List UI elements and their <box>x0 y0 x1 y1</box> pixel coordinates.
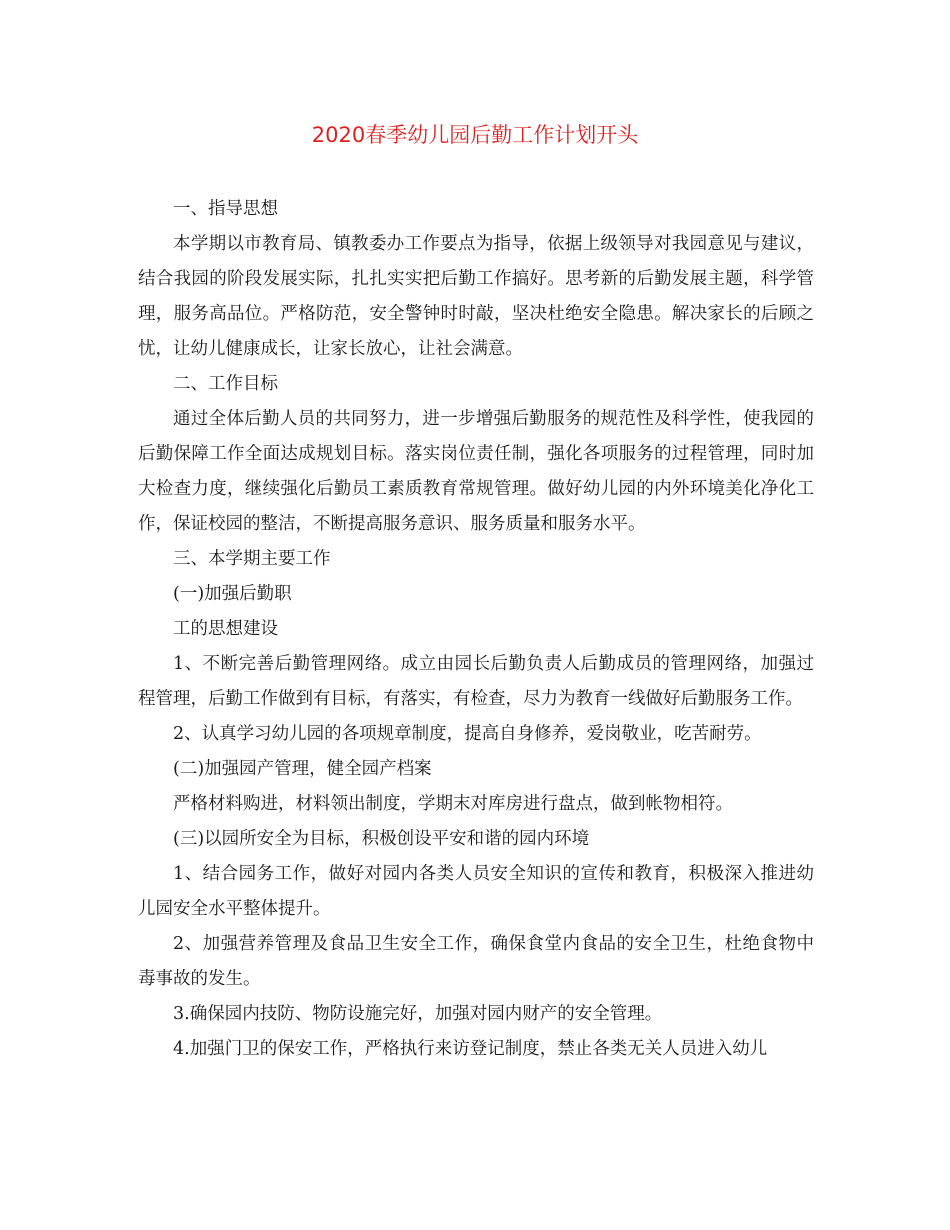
document-title: 2020春季幼儿园后勤工作计划开头 <box>311 123 639 147</box>
section-heading-main-work: 三、本学期主要工作 <box>173 549 331 569</box>
paragraph-work-goals: 通过全体后勤人员的共同努力，进一步增强后勤服务的规范性及科学性，使我园的后勤保障工作全面达成规划目标。落实岗位责任制，强化各项服务的过程管理，同时加大检查力度，继续强化后勤员工素质教育常规管理。做好幼儿园的内外环境美化净化工作，保证校园的整洁，不断提高服务意识、服务质量和服务水平。 <box>138 409 814 534</box>
paragraph-item-3-4: 4.加强门卫的保安工作，严格执行来访登记制度，禁止各类无关人员进入幼儿 <box>173 1039 768 1059</box>
paragraph-item-3-1: 1、结合园务工作，做好对园内各类人员安全知识的宣传和教育，积极深入推进幼儿园安全水平整体提升。 <box>138 864 814 919</box>
section-heading-work-goals: 二、工作目标 <box>173 374 278 394</box>
paragraph-item-1-2: 2、认真学习幼儿园的各项规章制度，提高自身修养，爱岗敬业，吃苦耐劳。 <box>173 724 762 744</box>
subsection-heading-2: (二)加强园产管理，健全园产档案 <box>173 759 432 779</box>
paragraph-item-3-2: 2、加强营养管理及食品卫生安全工作，确保食堂内食品的安全卫生，杜绝食物中毒事故的发生。 <box>138 934 814 989</box>
subsection-heading-1-continued: 工的思想建设 <box>173 619 278 639</box>
paragraph-item-1-1: 1、不断完善后勤管理网络。成立由园长后勤负责人后勤成员的管理网络，加强过程管理，后勤工作做到有目标，有落实，有检查，尽力为教育一线做好后勤服务工作。 <box>138 654 814 709</box>
paragraph-item-3-3: 3.确保园内技防、物防设施完好，加强对园内财产的安全管理。 <box>173 1004 663 1024</box>
document-body <box>138 192 814 1067</box>
paragraph-guiding-ideology: 本学期以市教育局、镇教委办工作要点为指导，依据上级领导对我园意见与建议，结合我园的阶段发展实际，扎扎实实把后勤工作搞好。思考新的后勤发展主题，科学管理，服务高品位。严格防范，安全警钟时时敲，坚决杜绝安全隐患。解决家长的后顾之忧，让幼儿健康成长，让家长放心，让社会满意。 <box>138 234 814 359</box>
subsection-heading-1: (一)加强后勤职 <box>173 584 292 604</box>
section-heading-guiding-ideology: 一、指导思想 <box>173 199 278 219</box>
paragraph-item-2: 严格材料购进，材料领出制度，学期末对库房进行盘点，做到帐物相符。 <box>173 794 733 814</box>
subsection-heading-3: (三)以园所安全为目标，积极创设平安和谐的园内环境 <box>173 829 590 849</box>
